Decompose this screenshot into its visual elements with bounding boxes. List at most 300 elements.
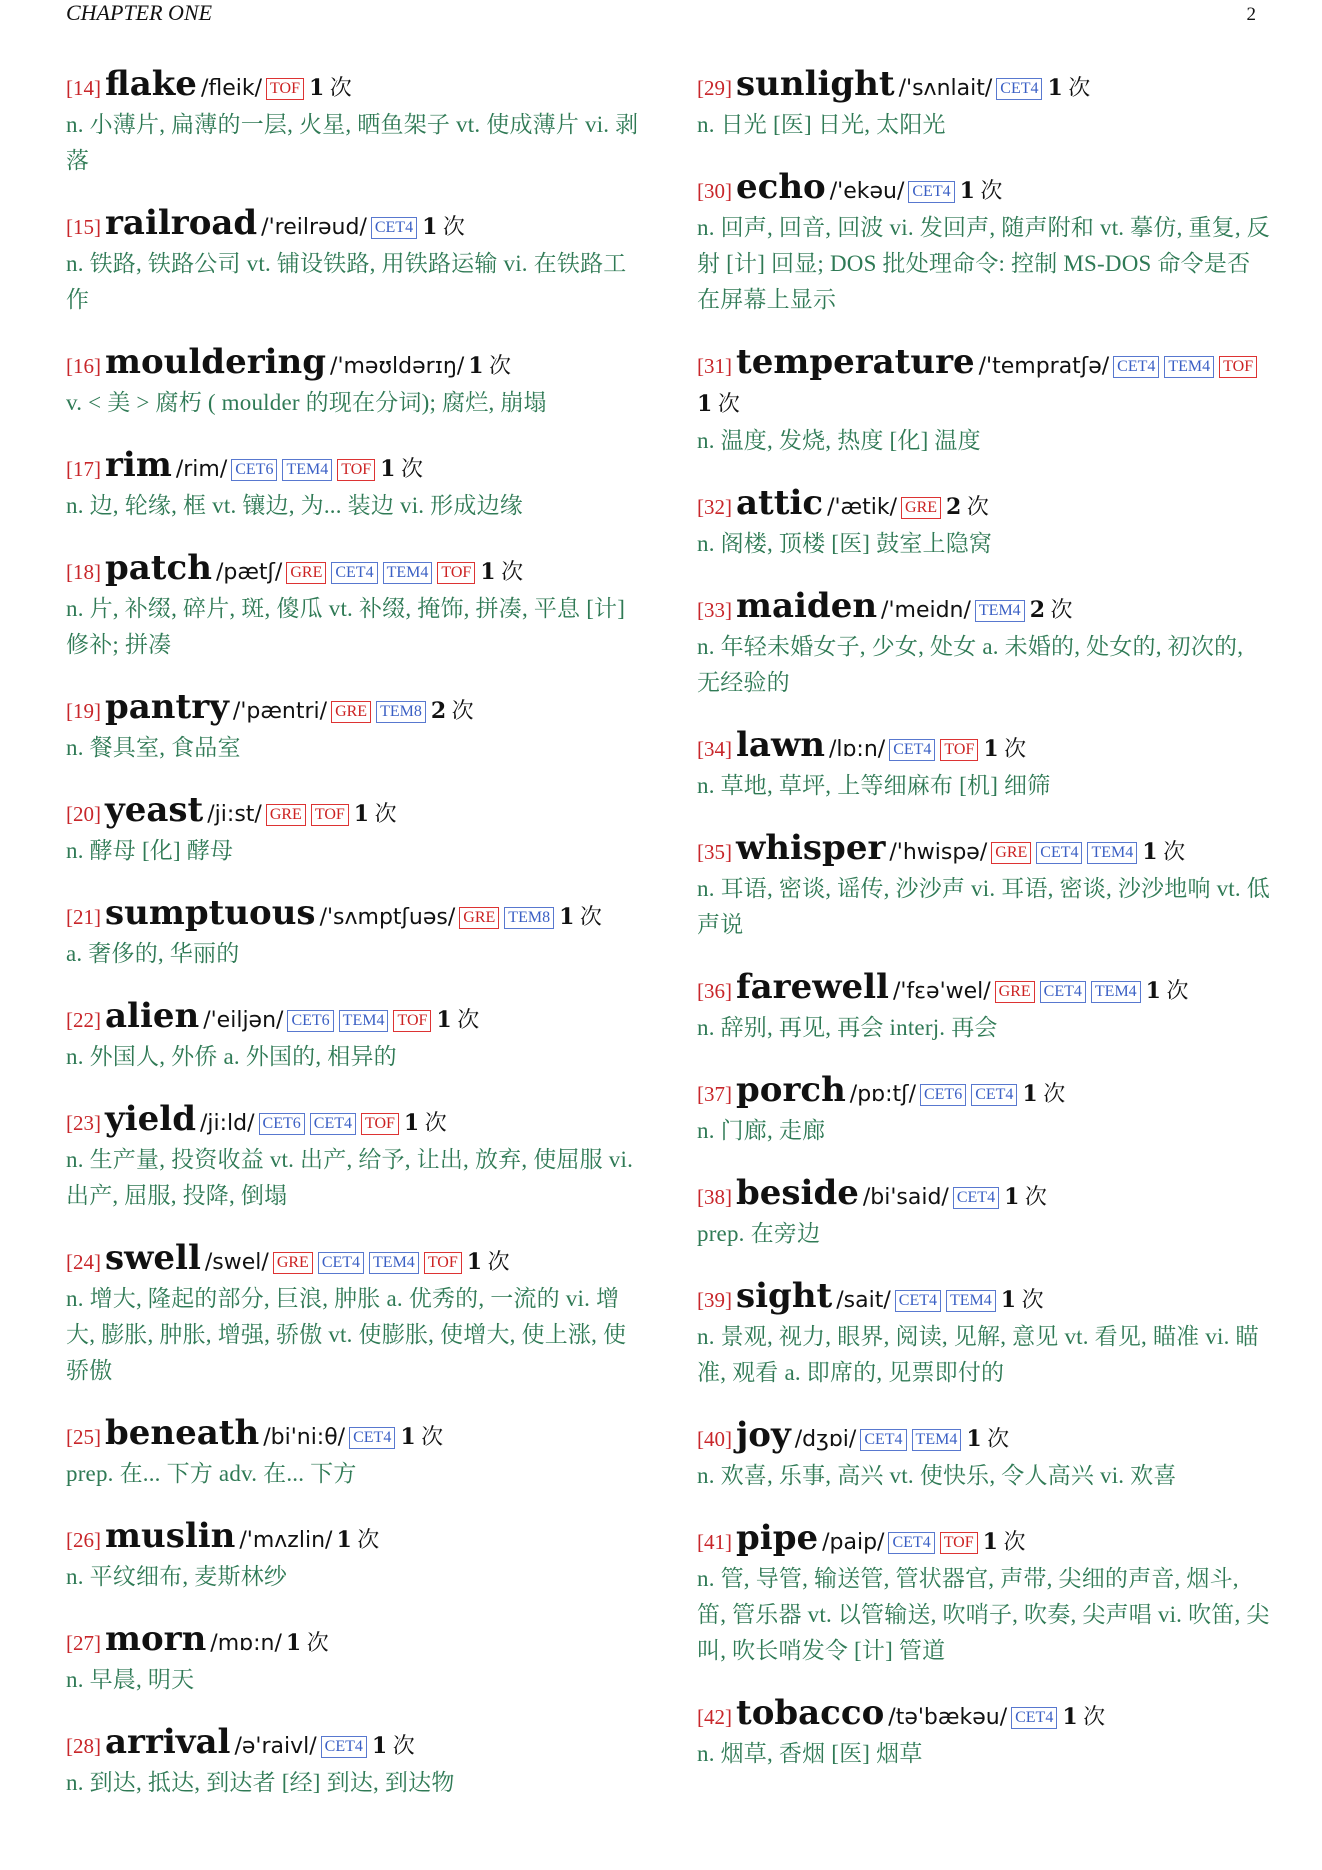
headword: patch [105, 548, 212, 588]
vocab-entry [697, 485, 1272, 562]
exam-tag: GRE [286, 562, 326, 584]
headword: attic [736, 483, 824, 523]
headword-line [697, 1278, 1272, 1319]
frequency-count: 1 [480, 559, 496, 585]
headword-line [697, 969, 1272, 1010]
frequency [1004, 1184, 1047, 1209]
vocab-entry [697, 169, 1272, 318]
headword-line [66, 205, 641, 246]
headword: rim [105, 445, 172, 485]
entry-index: [33] [697, 598, 732, 622]
headword-line [697, 1072, 1272, 1113]
definition: n. 草地, 草坪, 上等细麻布 [机] 细筛 [697, 773, 1051, 798]
frequency-count: 1 [285, 1630, 302, 1656]
definition: n. 铁路, 铁路公司 vt. 铺设铁路, 用铁路运输 vi. 在铁路工作 [66, 251, 627, 312]
vocab-entry [66, 1101, 641, 1214]
definition: n. 平纹细布, 麦斯林纱 [66, 1564, 288, 1589]
phonetic: /pɒ:tʃ/ [849, 1082, 916, 1107]
frequency [480, 559, 523, 584]
exam-tag: TEM4 [369, 1252, 419, 1274]
headword-line [66, 1518, 641, 1559]
exam-tag: TOF [361, 1113, 399, 1135]
headword-line [697, 830, 1272, 871]
exam-tag: GRE [901, 497, 941, 519]
frequency-unit: 次 [306, 1630, 329, 1655]
phonetic: /'hwispə/ [889, 840, 988, 865]
frequency-unit: 次 [487, 1249, 510, 1274]
exam-tag: CET4 [310, 1113, 356, 1135]
headword: sumptuous [105, 893, 316, 933]
exam-tag: TEM4 [946, 1290, 996, 1312]
frequency-unit: 次 [329, 75, 352, 100]
vocab-entry [697, 1175, 1272, 1252]
frequency-count: 1 [422, 214, 438, 240]
definition: n. 耳语, 密谈, 谣传, 沙沙声 vi. 耳语, 密谈, 沙沙地响 vt. 低声说 [697, 876, 1270, 937]
frequency [336, 1527, 379, 1552]
definition: a. 奢侈的, 华丽的 [66, 941, 240, 966]
exam-tag: CET6 [259, 1113, 305, 1135]
frequency-count: 1 [559, 904, 575, 930]
phonetic: /'eiljən/ [203, 1008, 284, 1033]
vocab-entry [697, 1278, 1272, 1391]
headword: beneath [105, 1413, 260, 1453]
phonetic: /'sʌnlait/ [898, 76, 993, 101]
frequency-count: 1 [353, 801, 370, 827]
exam-tag: CET6 [287, 1010, 333, 1032]
frequency-count: 2 [946, 494, 962, 520]
phonetic: /sait/ [836, 1288, 891, 1313]
page-header [66, 0, 1256, 26]
definition: n. 门廊, 走廊 [697, 1118, 826, 1143]
frequency [946, 494, 989, 519]
vocab-entry [66, 344, 641, 421]
headword: temperature [736, 342, 975, 382]
frequency-unit: 次 [400, 456, 423, 481]
phonetic: /lɒ:n/ [828, 737, 886, 762]
headword-line [697, 1175, 1272, 1216]
frequency-unit: 次 [374, 801, 397, 826]
phonetic: /'sʌmptʃuəs/ [319, 905, 456, 930]
definition: n. 管, 导管, 输送管, 管状器官, 声带, 尖细的声音, 烟斗, 笛, 管乐器 vt. 以管输送, 吹哨子, 吹奏, 尖声唱 vi. 吹笛, 尖叫, 吹长哨发令 [计] 管道 [697, 1566, 1270, 1663]
definition: n. 边, 轮缘, 框 vt. 镶边, 为... 装边 vi. 形成边缘 [66, 493, 523, 518]
phonetic: /swel/ [204, 1250, 269, 1275]
frequency-count: 1 [966, 1426, 982, 1452]
headword: yeast [105, 790, 204, 830]
headword: farewell [736, 967, 889, 1007]
frequency [286, 1630, 329, 1655]
headword: lawn [736, 725, 825, 765]
page-number: 2 [1246, 4, 1256, 25]
headword: morn [105, 1619, 207, 1659]
exam-tag: GRE [991, 842, 1031, 864]
frequency [1022, 1081, 1065, 1106]
exam-tag: CET4 [1040, 981, 1086, 1003]
frequency [1047, 75, 1090, 100]
frequency-unit: 次 [451, 698, 474, 723]
headword: muslin [105, 1516, 236, 1556]
exam-tag: TOF [1219, 356, 1257, 378]
headword: tobacco [736, 1693, 885, 1733]
frequency-count: 2 [430, 698, 447, 724]
headword: porch [736, 1070, 846, 1110]
entry-index: [31] [697, 354, 732, 378]
vocab-entry [697, 969, 1272, 1046]
frequency-unit: 次 [357, 1527, 380, 1552]
definition: n. 早晨, 明天 [66, 1667, 195, 1692]
phonetic: /'tempratʃə/ [978, 354, 1110, 379]
headword-line [697, 1417, 1272, 1458]
phonetic: /'meidn/ [881, 598, 971, 623]
frequency-count: 1 [308, 75, 325, 101]
vocab-entry [66, 205, 641, 318]
exam-tag: TOF [940, 739, 978, 761]
definition: prep. 在旁边 [697, 1221, 821, 1246]
definition: n. 酵母 [化] 酵母 [66, 838, 234, 863]
phonetic: /rim/ [175, 457, 228, 482]
exam-tag: CET4 [971, 1084, 1017, 1106]
definition: n. 温度, 发烧, 热度 [化] 温度 [697, 428, 981, 453]
headword-line [66, 1101, 641, 1142]
entry-index: [34] [697, 737, 732, 761]
entry-index: [27] [66, 1631, 101, 1655]
frequency-count: 1 [1062, 1704, 1078, 1730]
exam-tag: CET4 [953, 1187, 999, 1209]
headword-line [697, 727, 1272, 768]
headword-line [66, 550, 641, 591]
exam-tag: CET4 [860, 1429, 906, 1451]
phonetic: /ji:ld/ [200, 1111, 255, 1136]
headword: sight [736, 1276, 833, 1316]
exam-tag: CET4 [331, 562, 377, 584]
vocab-entry [697, 1417, 1272, 1494]
headword-line [697, 344, 1272, 423]
phonetic: /tə'bækəu/ [888, 1705, 1008, 1730]
headword: beside [736, 1173, 859, 1213]
definition: n. 阁楼, 顶楼 [医] 鼓室上隐窝 [697, 531, 993, 556]
exam-tag: TEM4 [1091, 981, 1141, 1003]
exam-tag: CET4 [321, 1736, 367, 1758]
entry-index: [19] [66, 699, 101, 723]
entry-index: [26] [66, 1528, 101, 1552]
headword: alien [105, 996, 200, 1036]
frequency-unit: 次 [717, 391, 740, 416]
entry-index: [14] [66, 76, 101, 100]
frequency [431, 698, 474, 723]
frequency [422, 214, 465, 239]
exam-tag: TOF [266, 78, 304, 100]
definition: n. 外国人, 外侨 a. 外国的, 相异的 [66, 1044, 397, 1069]
headword-line [697, 485, 1272, 526]
headword-line [66, 895, 641, 936]
frequency-unit: 次 [392, 1733, 415, 1758]
exam-tag: CET4 [318, 1252, 364, 1274]
phonetic: /pætʃ/ [215, 560, 283, 585]
frequency-count: 1 [1047, 75, 1063, 101]
frequency-count: 1 [468, 353, 484, 379]
definition: n. 日光 [医] 日光, 太阳光 [697, 112, 946, 137]
phonetic: /'məʊldərɪŋ/ [330, 354, 465, 379]
phonetic: /paip/ [822, 1530, 885, 1555]
definition: n. 烟草, 香烟 [医] 烟草 [697, 1741, 923, 1766]
headword-line [697, 1520, 1272, 1561]
frequency-unit: 次 [1083, 1704, 1106, 1729]
frequency-count: 1 [380, 456, 396, 482]
frequency-count: 1 [336, 1527, 352, 1553]
frequency [983, 736, 1026, 761]
entry-index: [32] [697, 495, 732, 519]
entry-index: [35] [697, 840, 732, 864]
entry-index: [38] [697, 1185, 732, 1209]
exam-tag: CET4 [889, 739, 935, 761]
entry-index: [15] [66, 215, 101, 239]
vocab-entry [66, 1518, 641, 1595]
entry-index: [18] [66, 560, 101, 584]
vocab-entry [66, 1415, 641, 1492]
vocab-entry [66, 1724, 641, 1801]
frequency-count: 2 [1029, 597, 1045, 623]
frequency [309, 75, 352, 100]
frequency-count: 1 [983, 736, 999, 762]
vocab-entry [697, 1520, 1272, 1669]
definition: n. 到达, 抵达, 到达者 [经] 到达, 到达物 [66, 1770, 455, 1795]
exam-tag: TOF [393, 1010, 431, 1032]
frequency [966, 1426, 1009, 1451]
entry-index: [39] [697, 1288, 732, 1312]
definition: n. 生产量, 投资收益 vt. 出产, 给予, 让出, 放弃, 使屈服 vi. 出产, 屈服, 投降, 倒塌 [66, 1147, 634, 1208]
exam-tag: CET6 [920, 1084, 966, 1106]
exam-tag: CET4 [908, 181, 954, 203]
exam-tag: CET4 [1011, 1707, 1057, 1729]
vocab-entry [66, 1240, 641, 1389]
entry-index: [24] [66, 1250, 101, 1274]
headword-line [697, 169, 1272, 210]
headword-line [66, 1240, 641, 1281]
entry-index: [28] [66, 1734, 101, 1758]
phonetic: /ji:st/ [207, 802, 262, 827]
left-column [66, 66, 641, 1827]
exam-tag: TEM4 [975, 600, 1025, 622]
headword: joy [736, 1415, 791, 1455]
frequency-unit: 次 [1068, 75, 1091, 100]
headword-line [66, 344, 641, 385]
exam-tag: TEM4 [282, 459, 332, 481]
headword: whisper [736, 828, 886, 868]
headword: swell [105, 1238, 201, 1278]
exam-tag: CET4 [349, 1427, 395, 1449]
entry-index: [16] [66, 354, 101, 378]
frequency-unit: 次 [1043, 1081, 1066, 1106]
phonetic: /dʒɒi/ [794, 1427, 857, 1452]
definition: v. < 美 > 腐朽 ( moulder 的现在分词); 腐烂, 崩塌 [66, 390, 547, 415]
definition: n. 餐具室, 食品室 [66, 735, 241, 760]
exam-tag: TEM4 [383, 562, 433, 584]
vocab-entry [697, 1072, 1272, 1149]
phonetic: /'reilrəud/ [261, 215, 367, 240]
vocab-entry [66, 895, 641, 972]
frequency [1146, 978, 1189, 1003]
frequency-count: 1 [371, 1733, 388, 1759]
headword-line [66, 1415, 641, 1456]
frequency-count: 1 [959, 178, 975, 204]
exam-tag: TEM4 [1164, 356, 1214, 378]
entry-index: [17] [66, 457, 101, 481]
headword: flake [105, 64, 197, 104]
entry-index: [37] [697, 1082, 732, 1106]
headword-line [66, 1724, 641, 1765]
frequency-unit: 次 [579, 904, 602, 929]
exam-tag: CET4 [371, 217, 417, 239]
frequency-unit: 次 [1166, 978, 1189, 1003]
headword-line [66, 1621, 641, 1662]
phonetic: /mɒ:n/ [210, 1631, 282, 1656]
exam-tag: GRE [266, 804, 306, 826]
frequency-unit: 次 [1024, 1184, 1047, 1209]
frequency [380, 456, 423, 481]
exam-tag: TEM4 [1087, 842, 1137, 864]
frequency-unit: 次 [1050, 597, 1073, 622]
exam-tag: TOF [940, 1532, 978, 1554]
headword: arrival [105, 1722, 231, 1762]
vocab-entry [66, 447, 641, 524]
vocab-entry [697, 588, 1272, 701]
frequency-count: 1 [697, 391, 713, 417]
headword-line [697, 588, 1272, 629]
frequency [1030, 597, 1073, 622]
headword: pantry [105, 687, 229, 727]
frequency-count: 1 [403, 1110, 420, 1136]
exam-tag: TEM4 [339, 1010, 389, 1032]
exam-tag: GRE [995, 981, 1035, 1003]
headword-line [66, 792, 641, 833]
vocab-entry [66, 998, 641, 1075]
frequency [467, 1249, 510, 1274]
frequency [436, 1007, 479, 1032]
exam-tag: CET4 [1113, 356, 1159, 378]
frequency-count: 1 [1022, 1081, 1038, 1107]
definition: n. 片, 补缀, 碎片, 斑, 傻瓜 vt. 补缀, 掩饰, 拼凑, 平息 [计] 修补; 拼凑 [66, 596, 626, 657]
headword-line [66, 447, 641, 488]
frequency [1142, 839, 1185, 864]
frequency-unit: 次 [421, 1424, 444, 1449]
definition: n. 小薄片, 扁薄的一层, 火星, 晒鱼架子 vt. 使成薄片 vi. 剥落 [66, 112, 639, 173]
headword: yield [105, 1099, 196, 1139]
vocab-entry [697, 830, 1272, 943]
headword: railroad [105, 203, 258, 243]
frequency [559, 904, 602, 929]
exam-tag: CET4 [996, 78, 1042, 100]
vocab-entry [66, 1621, 641, 1698]
exam-tag: GRE [331, 701, 371, 723]
right-column [697, 66, 1272, 1798]
phonetic: /bi'said/ [862, 1185, 949, 1210]
headword-line [697, 1695, 1272, 1736]
phonetic: /'mʌzlin/ [239, 1528, 333, 1553]
headword-line [66, 66, 641, 107]
exam-tag: TEM4 [912, 1429, 962, 1451]
frequency-unit: 次 [980, 178, 1003, 203]
frequency-unit: 次 [489, 353, 512, 378]
phonetic: /ə'raivl/ [234, 1734, 317, 1759]
headword: pipe [736, 1518, 819, 1558]
entry-index: [42] [697, 1705, 732, 1729]
frequency-unit: 次 [987, 1426, 1010, 1451]
frequency-unit: 次 [1004, 736, 1027, 761]
frequency-count: 1 [1004, 1184, 1020, 1210]
exam-tag: TEM8 [504, 907, 554, 929]
headword: echo [736, 167, 826, 207]
entry-index: [22] [66, 1008, 101, 1032]
phonetic: /'ætik/ [827, 495, 898, 520]
exam-tag: TOF [424, 1252, 462, 1274]
exam-tag: TEM8 [376, 701, 426, 723]
frequency-unit: 次 [1003, 1529, 1026, 1554]
exam-tag: CET4 [895, 1290, 941, 1312]
definition: prep. 在... 下方 adv. 在... 下方 [66, 1461, 357, 1486]
vocab-entry [66, 66, 641, 179]
definition: n. 年轻未婚女子, 少女, 处女 a. 未婚的, 处女的, 初次的, 无经验的 [697, 634, 1244, 695]
phonetic: /fleik/ [200, 76, 263, 101]
phonetic: /'pæntri/ [232, 699, 328, 724]
chapter-title: CHAPTER ONE [66, 0, 213, 25]
frequency-count: 1 [1142, 839, 1158, 865]
entry-index: [30] [697, 179, 732, 203]
headword-line [697, 66, 1272, 107]
phonetic: /'fεə'wel/ [892, 979, 991, 1004]
frequency [468, 353, 511, 378]
exam-tag: TOF [437, 562, 475, 584]
frequency-unit: 次 [966, 494, 989, 519]
definition: n. 欢喜, 乐事, 高兴 vt. 使快乐, 令人高兴 vi. 欢喜 [697, 1463, 1177, 1488]
vocab-entry [66, 792, 641, 869]
exam-tag: TOF [337, 459, 375, 481]
phonetic: /bi'ni:θ/ [263, 1425, 346, 1450]
frequency [400, 1424, 443, 1449]
entry-index: [23] [66, 1111, 101, 1135]
frequency [983, 1529, 1026, 1554]
frequency-count: 1 [982, 1529, 998, 1555]
frequency [1001, 1287, 1044, 1312]
entry-index: [41] [697, 1530, 732, 1554]
frequency-unit: 次 [442, 214, 465, 239]
definition: n. 辞别, 再见, 再会 interj. 再会 [697, 1015, 998, 1040]
frequency-unit: 次 [457, 1007, 480, 1032]
headword: sunlight [736, 64, 895, 104]
frequency [1062, 1704, 1105, 1729]
entry-index: [40] [697, 1427, 732, 1451]
exam-tag: CET4 [888, 1532, 934, 1554]
entry-index: [20] [66, 802, 101, 826]
phonetic: /'ekəu/ [829, 179, 905, 204]
frequency-count: 1 [1145, 978, 1161, 1004]
frequency-count: 1 [436, 1007, 452, 1033]
frequency-count: 1 [1000, 1287, 1017, 1313]
exam-tag: GRE [273, 1252, 313, 1274]
exam-tag: GRE [459, 907, 499, 929]
frequency [404, 1110, 447, 1135]
definition: n. 增大, 隆起的部分, 巨浪, 肿胀 a. 优秀的, 一流的 vi. 增大, 膨胀, 肿胀, 增强, 骄傲 vt. 使膨胀, 使增大, 使上涨, 使骄傲 [66, 1286, 627, 1383]
definition: n. 景观, 视力, 眼界, 阅读, 见解, 意见 vt. 看见, 瞄准 vi. 瞄准, 观看 a. 即席的, 见票即付的 [697, 1324, 1259, 1385]
entry-index: [36] [697, 979, 732, 1003]
entry-index: [21] [66, 905, 101, 929]
vocab-entry [697, 344, 1272, 459]
frequency-unit: 次 [424, 1110, 447, 1135]
headword: mouldering [105, 342, 327, 382]
exam-tag: CET4 [1036, 842, 1082, 864]
frequency [372, 1733, 415, 1758]
exam-tag: CET6 [231, 459, 277, 481]
entry-index: [25] [66, 1425, 101, 1449]
frequency [960, 178, 1003, 203]
